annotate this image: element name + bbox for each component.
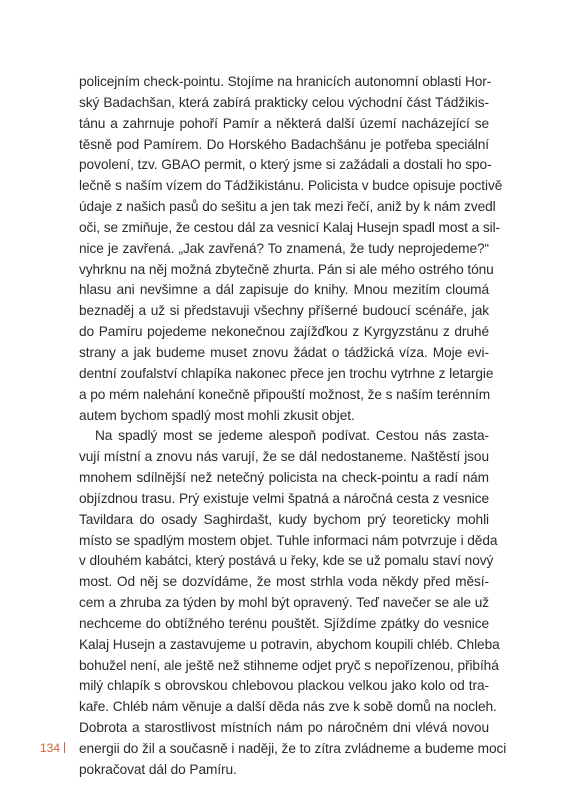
text-line: v dlouhém kabátci, který postává u řeky, kde se už pomalu staví nový: [79, 553, 494, 569]
text-line: autem bychom spadlý most mohli zkusit objet.: [79, 407, 355, 423]
text-line: vují místní a znovu nás varují, že se dál nedostaneme. Naštěstí jsou: [79, 449, 489, 465]
text-line: Tavildara do osady Saghirdašt, kudy bychom prý teoreticky mohli: [79, 511, 489, 527]
text-line: bohužel není, ale ještě než stihneme odjet pryč s nepořízenou, přibíhá: [79, 657, 499, 673]
text-line: policejním check-pointu. Stojíme na hranicích autonomní oblasti Hor-: [79, 74, 492, 89]
text-line: cem a zhruba za týden by mohl být opravený. Teď navečer se ale už: [79, 595, 489, 611]
text-line: energii do žil a současně i naději, že to zítra zvládneme a budeme moci: [79, 741, 507, 756]
text-line: vyhrknu na něj možná zbytečně zhurta. Pán si ale mého ostrého tónu: [79, 261, 494, 277]
text-line: a po mém nalehání konečně připouští možnost, že s naším terénním: [79, 386, 491, 402]
paragraph: [79, 72, 503, 426]
text-line: hlasu ani nevšimne a dál zapisuje do knihy. Mnou mezitím cloumá: [79, 282, 489, 298]
text-line: nechceme do obtížného terénu pouštět. Sjíždíme zpátky do vesnice: [79, 615, 489, 631]
text-line: do Pamíru pojedeme nekonečnou zajížďkou z Kyrgyzstánu z druhé: [79, 324, 489, 340]
page-number-rule: [64, 742, 65, 753]
text-line: lečně s naším vízem do Tádžikistánu. Policista v budce opisuje poctivě: [79, 178, 503, 194]
text-line: povolení, tzv. GBAO permit, o který jsme si zažádali a dostali ho spo-: [79, 157, 492, 173]
text-line: Kalaj Husejn a zastavujeme u potravin, abychom koupili chléb. Chleba: [79, 636, 500, 652]
text-line: Na spadlý most se jedeme alespoň podívat. Cestou nás zasta-: [95, 428, 489, 444]
page-number: [40, 741, 65, 755]
page-body: [79, 72, 507, 781]
text-line: údaje z našich pasů do sešitu a jen tak mezi řečí, aniž by k nám zvedl: [79, 199, 496, 215]
text-line: ský Badachšan, která zabírá prakticky celou východní část Tádžikis-: [79, 94, 489, 110]
text-line: dentní zoufalství chlapíka nakonec přece jen trochu vytrhne z letargie: [79, 365, 494, 381]
text-line: Dobrota a starostlivost místních nám po náročném dni vlévá novou: [79, 720, 489, 736]
text-line: pokračovat dál do Pamíru.: [79, 761, 237, 777]
text-line: beznaděj a už si představuji všechny příšerné budoucí scénáře, jak: [79, 303, 489, 319]
text-line: mnohem sdílnější než netečný policista na check-pointu a radí nám: [79, 470, 489, 486]
text-line: kaře. Chléb nám věnuje a další děda nás zve k sobě domů na nocleh.: [79, 699, 497, 715]
text-line: oči, se zmiňuje, že cestou dál za vesnicí Kalaj Husejn spadl most a sil-: [79, 219, 501, 235]
paragraph: [79, 426, 507, 780]
text-line: milý chlapík s obrovskou chlebovou plackou velkou jako kolo od tra-: [79, 678, 489, 694]
text-line: most. Od něj se dozvídáme, že most strhla voda někdy před měsí-: [79, 574, 489, 590]
text-line: nice je zavřená. „Jak zavřená? To znamená, že tudy neprojedeme?“: [79, 240, 489, 256]
page-number-text: 134: [40, 741, 61, 755]
text-line: tánu a zahrnuje pohoří Pamír a některá další území nacházející se: [79, 115, 489, 131]
text-line: objízdnou trasu. Prý existuje velmi špatná a náročná cesta z vesnice: [79, 490, 489, 506]
text-line: strany a jak budeme muset znovu žádat o tádžická víza. Moje evi-: [79, 344, 489, 360]
text-line: těsně pod Pamírem. Do Horského Badachšánu je potřeba speciální: [79, 136, 489, 152]
text-line: místo se spadlým mostem objet. Tuhle informaci nám potvrzuje i děda: [79, 532, 498, 548]
